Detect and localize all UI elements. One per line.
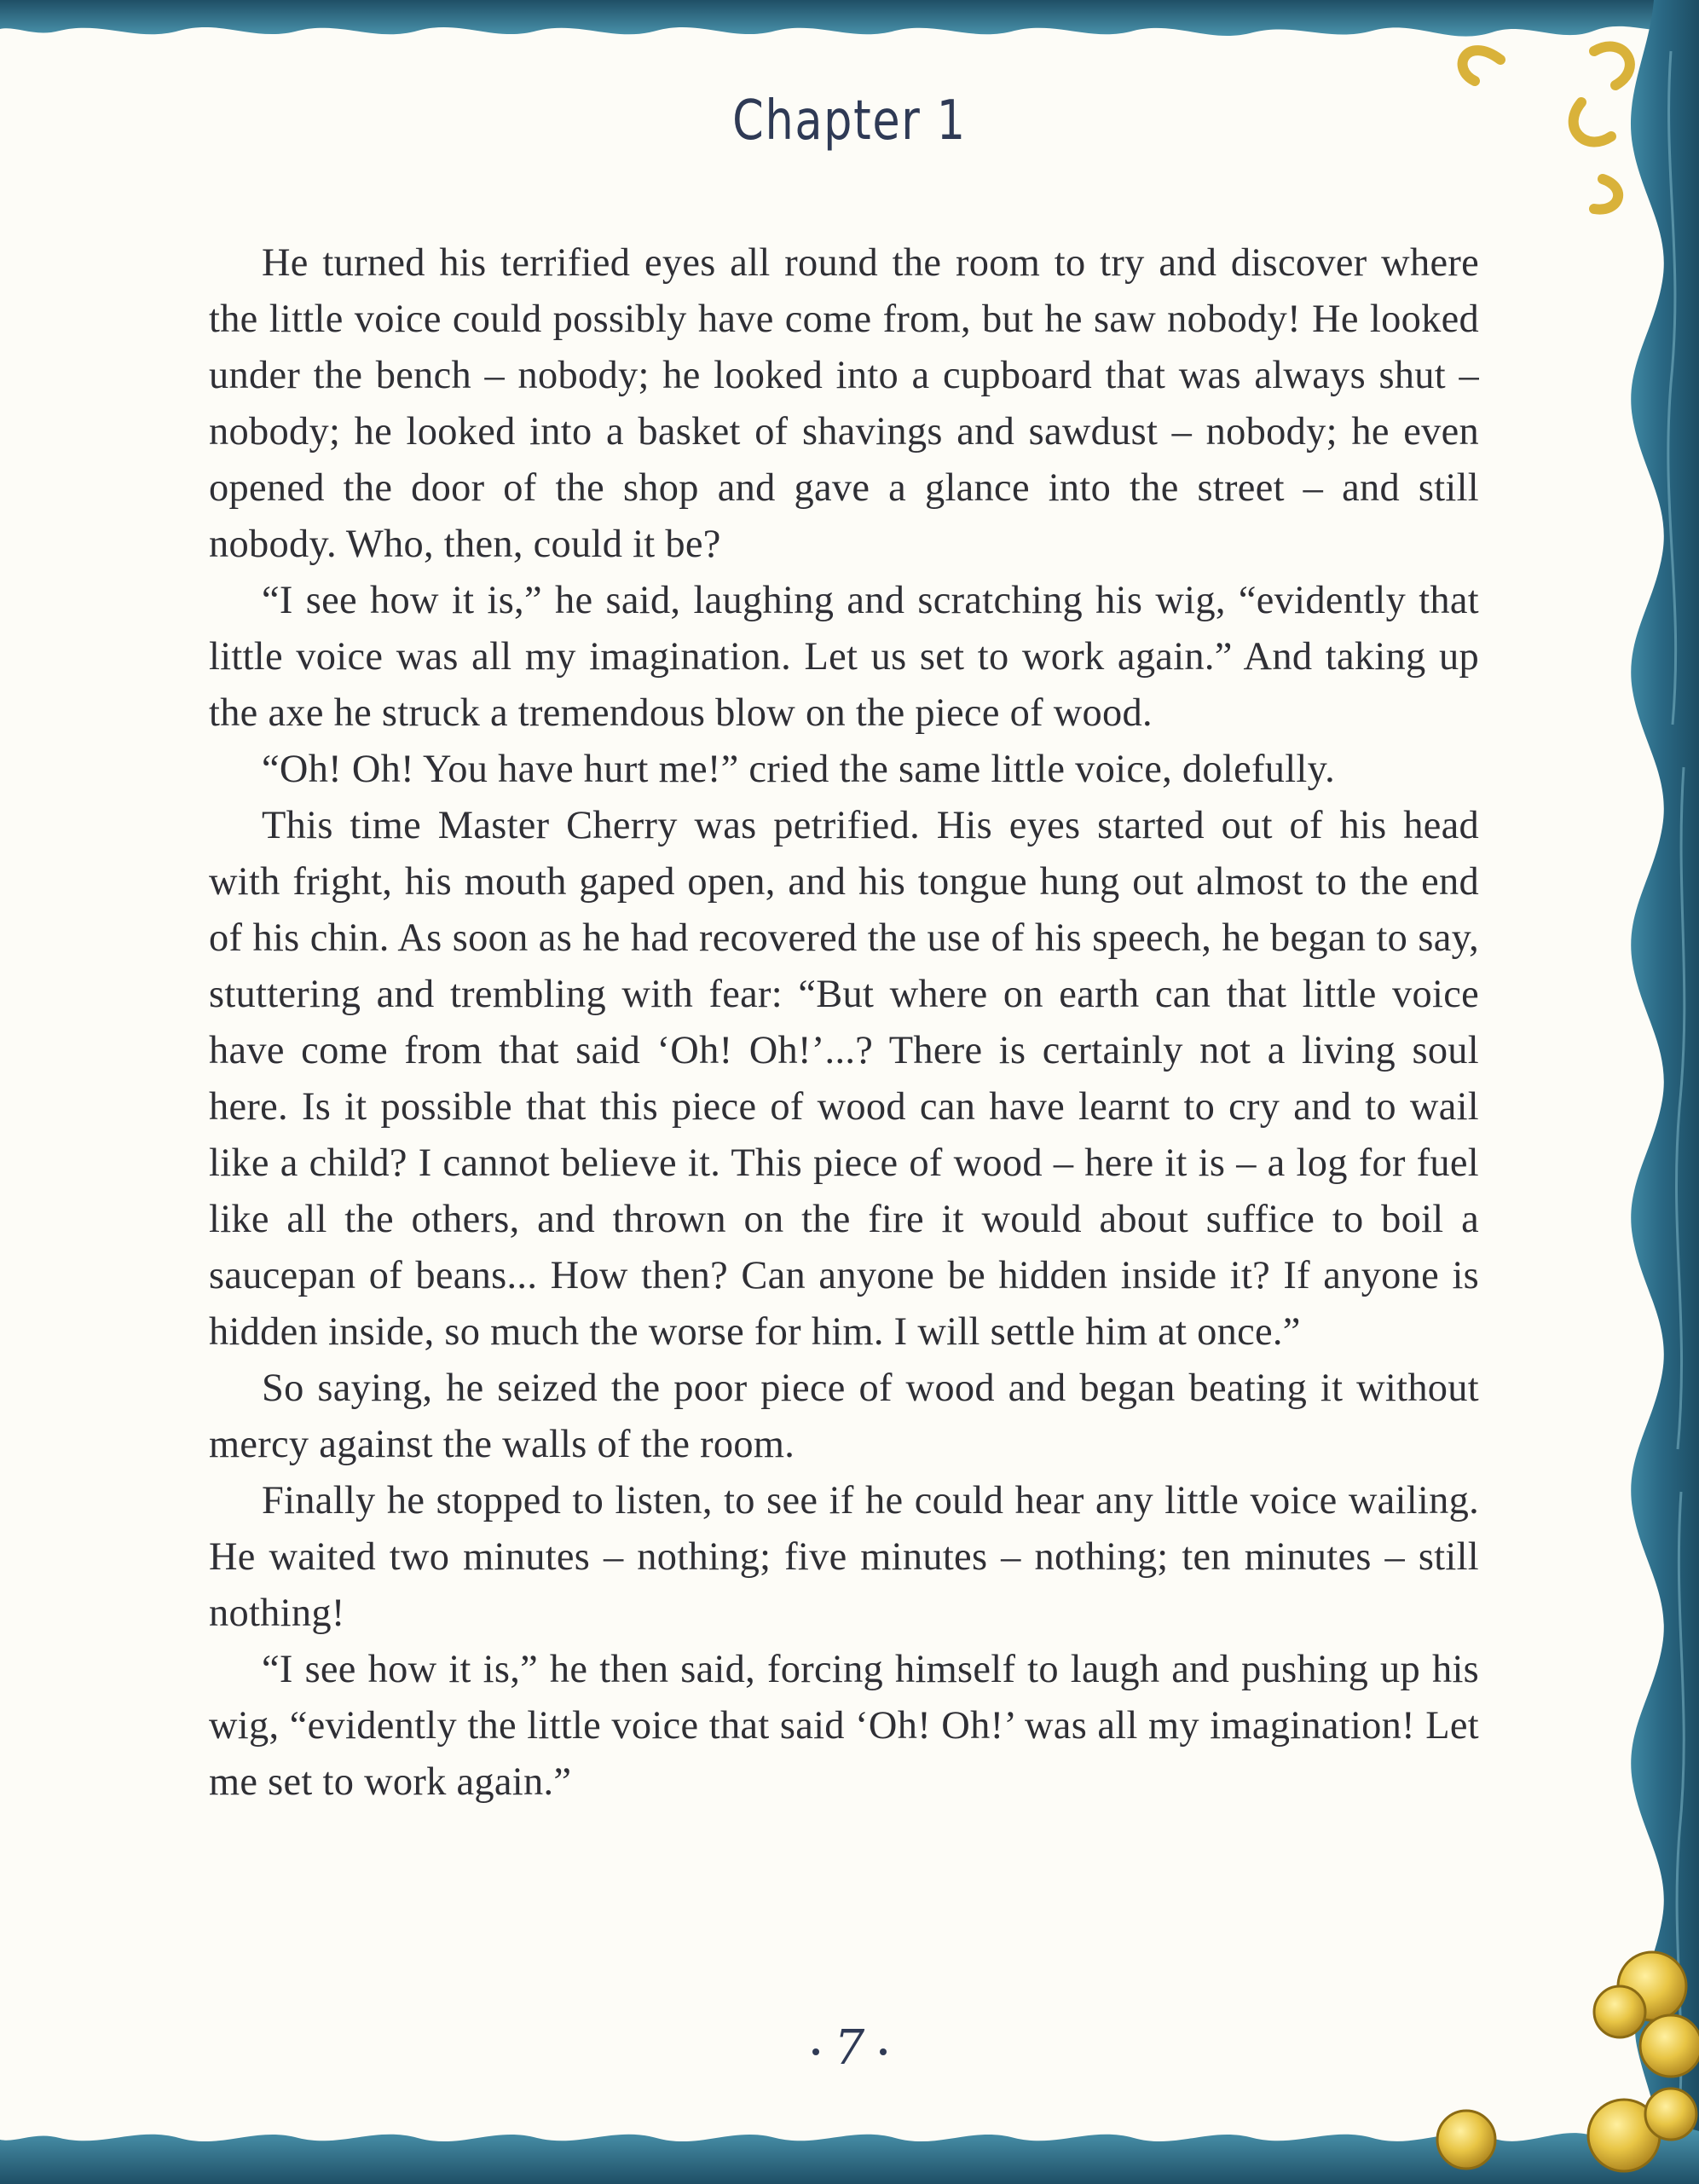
paragraph: “Oh! Oh! You have hurt me!” cried the same little voice, dolefully. [262,748,1335,791]
top-wave-band [0,0,1699,37]
page-number [0,2020,1699,2076]
paragraph: He turned his terrified eyes all round the room to try and discover where the little voice could possibly have come from, but he saw nobody! He looked under the bench – nobody; he looked into a cupboard that was always shut – nobody; he looked into a basket of shavings and sawdust – nobody; he even opened the door of the shop and gave a glance into the street – and still nobody. Who, then, could it be? [209,241,1479,566]
paragraph: This time Master Cherry was petrified. His eyes started out of his head with fright, his mouth gaped open, and his tongue hung out almost to the end of his chin. As soon as he had recovered the use of his speech, he began to say, stuttering and trembling with fear: “But where on earth can that little voice have come from that said ‘Oh! Oh!’...? There is certainly not a living soul here. Is it possible that this piece of wood can have learnt to cry and to wail like a child? I cannot believe it. This piece of wood – here it is – a log for fuel like all the others, and thrown on the fire it would about suffice to boil a saucepan of beans... How then? Can anyone be hidden inside it? If anyone is hidden inside, so much the worse for him. I will settle him at once.” [209,804,1479,1354]
paragraph: “I see how it is,” he then said, forcing himself to laugh and pushing up his wig, “evidently the little voice that said ‘Oh! Oh!’ was all my imagination! Let me set to work again.” [209,1648,1479,1804]
paragraph: So saying, he seized the poor piece of wood and began beating it without mercy against the walls of the room. [209,1366,1479,1466]
chapter-body [209,235,1479,1811]
page-number-value: 7 [834,2020,865,2076]
chapter-title: Chapter 1 [732,90,967,153]
bullet-left [812,2048,819,2055]
paragraph: Finally he stopped to listen, to see if he could hear any little voice wailing. He waited two minutes – nothing; five minutes – nothing; ten minutes – still nothing! [209,1479,1479,1635]
right-wave-band [1631,0,1699,2184]
bullet-right [880,2048,887,2055]
paragraph: “I see how it is,” he said, laughing and scratching his wig, “evidently that little voice was all my imagination. Let us set to work again.” And taking up the axe he struck a tremendous blow on the piece of wood. [209,579,1479,735]
